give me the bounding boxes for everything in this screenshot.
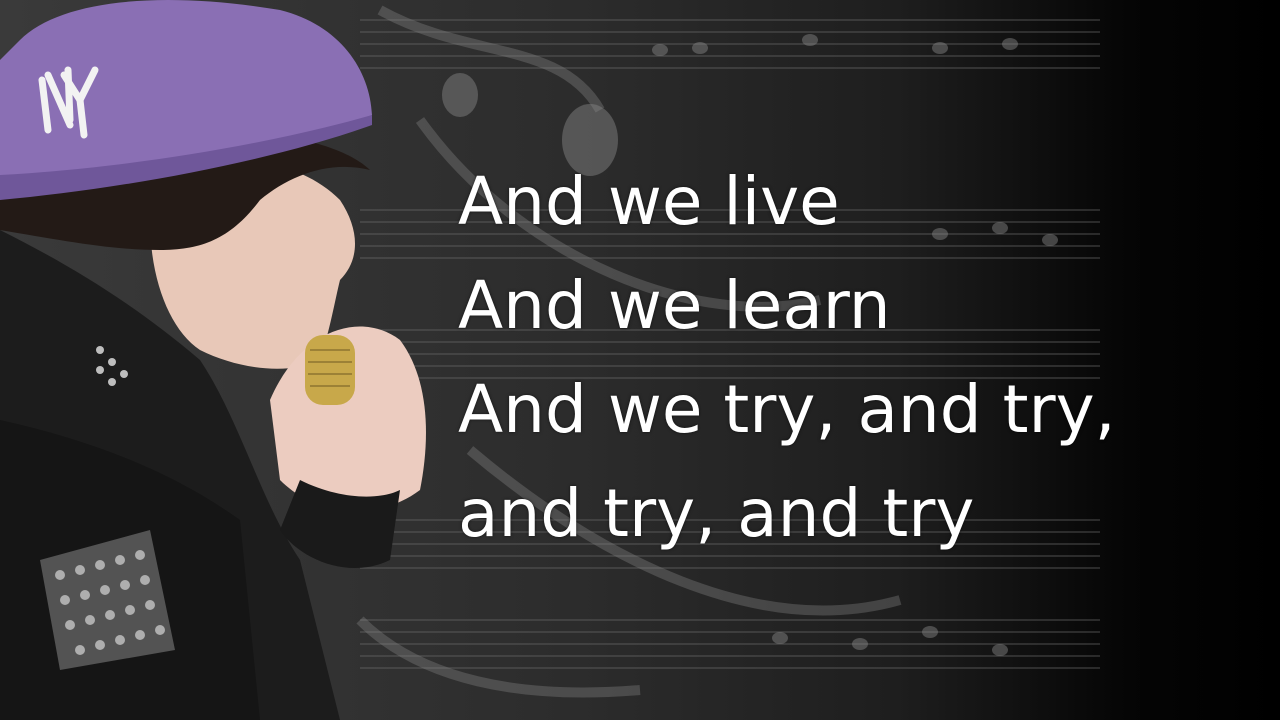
lyric-line-4: and try, and try	[458, 475, 975, 552]
microphone	[305, 335, 355, 405]
lyric-line-2: And we learn	[458, 267, 891, 344]
singer-photo	[0, 0, 440, 720]
lyric-line-1: And we live	[458, 163, 840, 240]
lyrics-text	[458, 150, 1258, 566]
lyric-line-3: And we try, and try,	[458, 371, 1116, 448]
